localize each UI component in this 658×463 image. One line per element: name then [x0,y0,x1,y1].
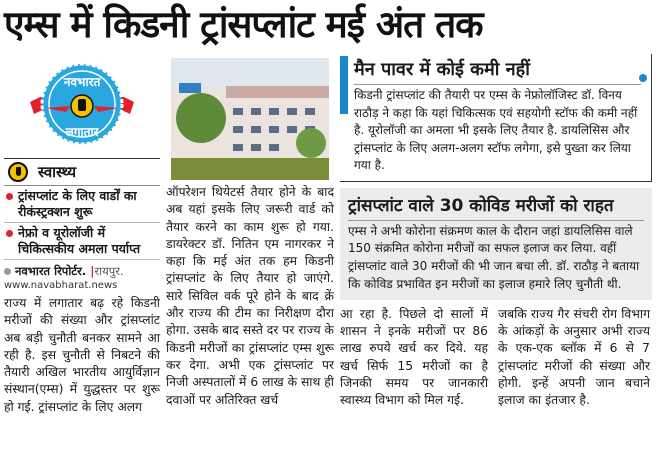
columns [0,50,658,416]
highlight-item [4,223,160,260]
pen-nib-shape [78,99,86,111]
bottom-columns [340,306,652,410]
body-column-3: आ रहा है. पिछले दो सालों में शासन ने इनके मरीजों पर 86 लाख रुपये खर्च कर दिये. यह खर्च सिर्फ 15 मरीजों का है जिनकी समय पर जानकारी स्वास्थ्य विभाग को मिल गई. [340,306,488,408]
sidebar-box-covid [340,188,652,300]
headline: एम्स में किडनी ट्रांसप्लांट मई अंत तक [4,3,483,46]
body-column-1: राज्य में लगातार बढ़ रहे किडनी मरीजों की संख्या और ट्रांसप्लांट अब बड़ी चुनौती बनकर सामने आ रही है. इस चुनौती से निबटने की तैयारी अखिल भारतीय आयुर्विज्ञान संस्थान(एम्स) में युद्धस्तर पर शुरू हो गई. ट्रांसप्लांट के लिए अलग [4,296,160,414]
pen-nib-icon [8,162,28,182]
aiims-building-photo [171,58,329,180]
box-title: मैन पावर में कोई कमी नहीं [354,56,641,85]
highlight-text: नेफ्रो व यूरोलॉजी में चिकित्सकीय अमला पर्याप्त [18,225,141,256]
bullet-dot-icon [6,193,13,200]
navbharat-lagataar-logo [26,54,138,154]
sidebar-box-manpower [340,54,652,182]
city: रायपुर. [94,264,124,278]
website-url: www.navabharat.news [4,280,118,291]
highlight-item [4,186,160,223]
body-column-4: जबकि राज्य गैर संचरी रोग विभाग के आंकड़ों के अनुसार अभी राज्य के एक-एक ब्लॉक में 6 से 7 ट्रांसप्लांट मरीजों की संख्या और होगी. इन्हें अपनी जान बचाने इलाज का इंतजार है. [498,306,650,408]
bullet-dot-icon [4,268,11,275]
middle-column [166,50,334,409]
bullet-dot-icon [6,230,13,237]
highlight-text: ट्रांसप्लांट के लिए वार्डों का रीकंस्ट्रक्शन शुरू [18,188,137,219]
bullet-dot-icon [639,74,647,82]
byline [4,264,160,279]
body-column-2: ऑपरेशन थियेटर्स तैयार होने के बाद अब यहां इसके लिए जरूरी वार्ड को तैयार करने का काम शुरू हो गया. डायरेक्टर डॉ. नितिन एम नागरकर ने कहा कि मई अंत तक हम किडनी ट्रांसप्लांट के लिए तैयार हो जाएंगे. सारे सिविल वर्क पूरे होने के बाद क्रें और राज्य की टीम का निरीक्षण दौरा होगा. उसके बाद सस्ते दर पर राज्य के किडनी मरीजों का ट्रांसप्लांट एम्स शुरू कर देगा. अभी एक ट्रांसप्लांट पर निजी अस्पतालों में 6 लाख के साथ ही दवाओं पर अतिरिक्त खर्च [166,185,334,407]
logo-bottom-text: लगातार [65,125,99,139]
box-text: किडनी ट्रांसप्लांट की तैयारी पर एम्स के नेफ्रोलॉजिस्ट डॉ. विनय राठौड़ ने कहा कि यहां चिकित्सक एवं सहयोगी स्टॉफ की कमी नहीं है. यूरोलॉजी का अमला भी इसके लिए तैयार है. डायलिसिस और ट्रांसप्लांट के लिए अलग-अलग स्टॉफ लगेगा, इसे पुख्ता कर लिया गया है. [354,88,638,172]
section-label: स्वास्थ्य [38,163,77,181]
left-column [4,50,160,416]
box-text: एम्स ने अभी कोरोना संक्रमण काल के दौरान जहां डायलिसिस वाले 150 संक्रमित कोरोना मरीजों का सफल इलाज कर लिया. वहीं ट्रांसप्लांट वाले 30 मरीजों की भी जान बचा ली. डॉ. राठौड़ ने बताया कि कोविड प्रभावित इन मरीजों का इलाज हमारे लिए चुनौती थी. [348,223,640,291]
separator: | [90,264,95,278]
box-title: ट्रांसप्लांट वाले 30 कोविड मरीजों को राहत [348,192,644,221]
accent-bar [340,56,348,114]
right-column [340,50,652,409]
logo-top-text: नवभारत [63,75,101,89]
section-header [4,158,160,186]
reporter: नवभारत रिपोर्टर. [15,264,87,278]
